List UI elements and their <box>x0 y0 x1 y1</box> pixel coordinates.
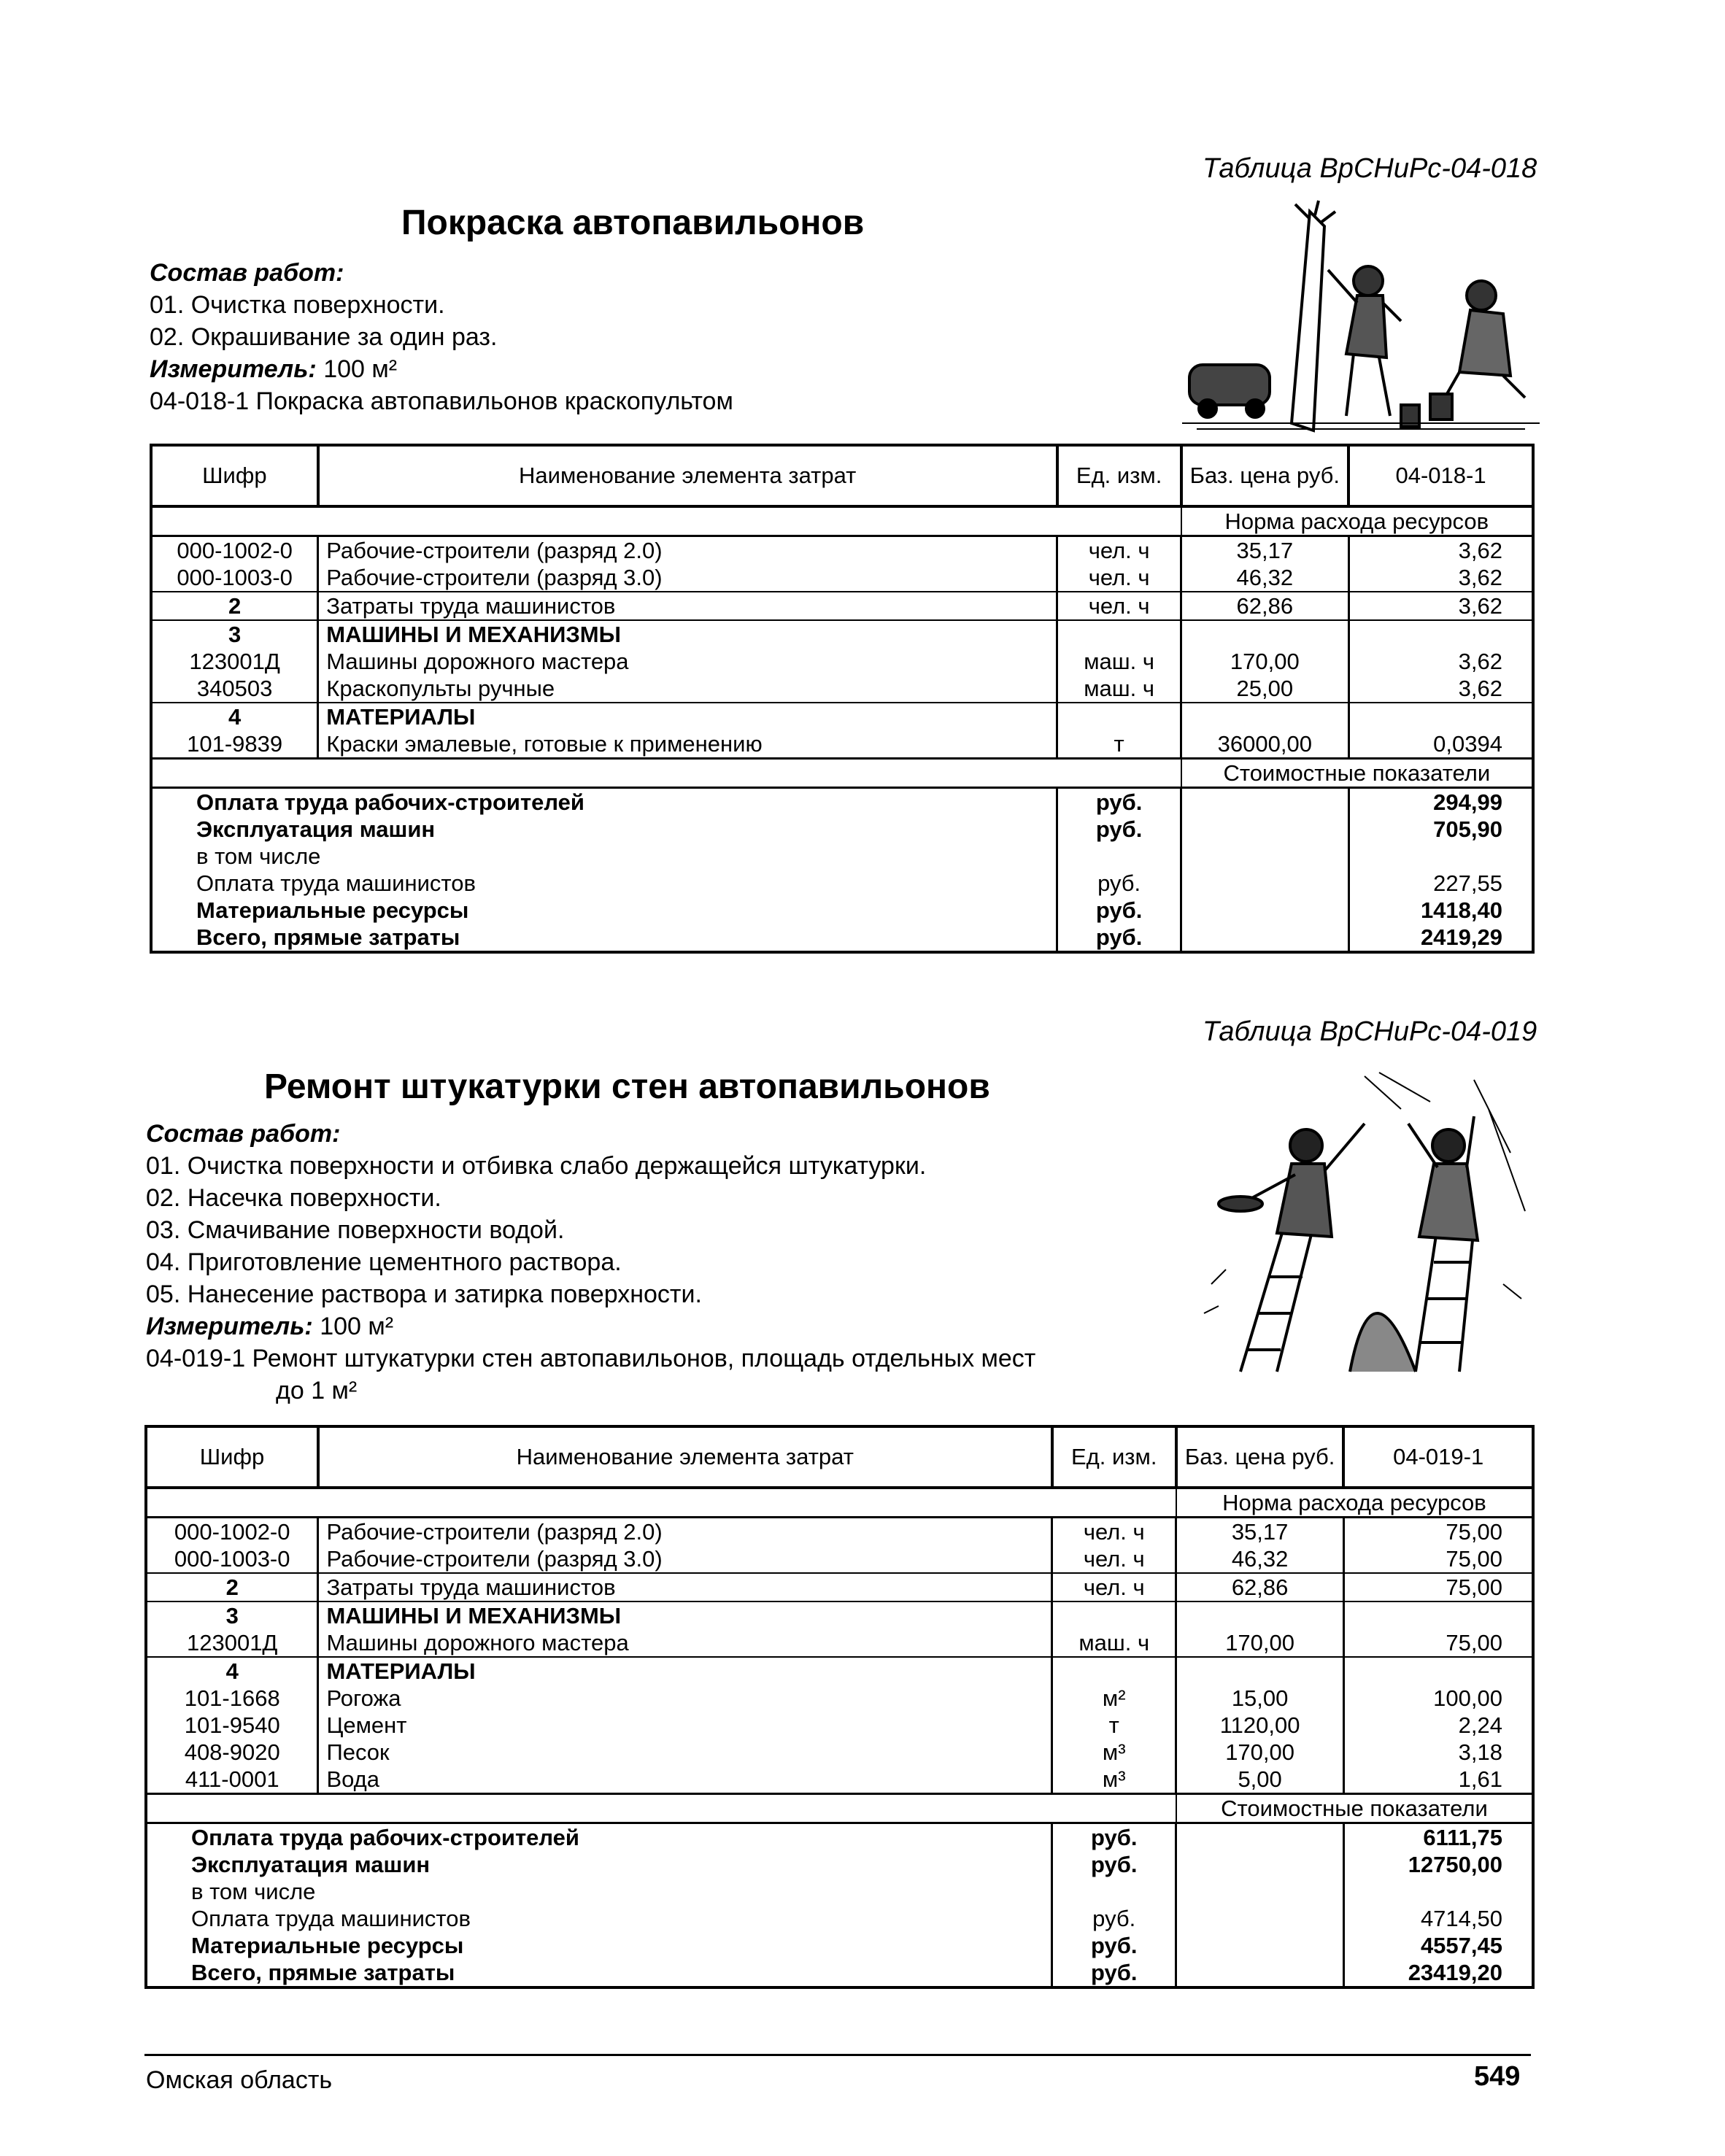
cost-unit: руб. <box>1052 1851 1176 1878</box>
row-price <box>1176 1657 1343 1685</box>
row-price: 35,17 <box>1176 1518 1343 1546</box>
table-row <box>151 592 1533 620</box>
row-code: 3 <box>146 1601 318 1629</box>
table-row <box>146 1712 1533 1739</box>
code-line: до 1 м² <box>276 1377 358 1405</box>
row-unit: чел. ч <box>1057 592 1181 620</box>
cost-value: 1418,40 <box>1348 897 1533 924</box>
row-name: Машины дорожного мастера <box>318 1629 1052 1657</box>
cost-row <box>151 788 1533 816</box>
cost-name: Оплата труда рабочих-строителей <box>146 1823 1052 1852</box>
cost-price <box>1176 1905 1343 1932</box>
cost-price <box>1176 1932 1343 1959</box>
row-code: 101-9540 <box>146 1712 318 1739</box>
section-title: Покраска автопавильонов <box>401 204 865 242</box>
cost-value: 6111,75 <box>1343 1823 1533 1852</box>
cost-value: 294,99 <box>1348 788 1533 816</box>
row-code: 2 <box>146 1573 318 1601</box>
section-row <box>151 759 1533 788</box>
composition-label: Состав работ: <box>150 259 344 287</box>
cost-unit: руб. <box>1052 1905 1176 1932</box>
row-name: Цемент <box>318 1712 1052 1739</box>
row-price: 170,00 <box>1176 1629 1343 1657</box>
cost-value: 4714,50 <box>1343 1905 1533 1932</box>
table-header-row <box>146 1426 1533 1488</box>
cost-unit <box>1057 843 1181 870</box>
row-unit <box>1057 703 1181 730</box>
cost-row <box>146 1959 1533 1987</box>
work-step: 05. Нанесение раствора и затирка поверхности. <box>146 1280 702 1308</box>
row-value: 75,00 <box>1343 1629 1533 1657</box>
row-value <box>1348 703 1533 730</box>
row-code: 000-1002-0 <box>151 536 318 565</box>
work-step: 01. Очистка поверхности и отбивка слабо держащейся штукатурки. <box>146 1152 927 1180</box>
row-name: МАТЕРИАЛЫ <box>318 703 1057 730</box>
table-row <box>151 675 1533 703</box>
row-price: 25,00 <box>1181 675 1348 703</box>
row-price: 46,32 <box>1181 564 1348 592</box>
page-number: 549 <box>1474 2061 1521 2092</box>
row-code: 123001Д <box>146 1629 318 1657</box>
row-value: 0,0394 <box>1348 730 1533 759</box>
row-unit: чел. ч <box>1057 536 1181 565</box>
work-description <box>150 257 733 417</box>
cost-name: Оплата труда рабочих-строителей <box>151 788 1057 816</box>
cost-name: Материальные ресурсы <box>151 897 1057 924</box>
row-unit <box>1052 1601 1176 1629</box>
footer-divider <box>144 2054 1531 2056</box>
cost-name: Эксплуатация машин <box>146 1851 1052 1878</box>
section-blank <box>151 759 1181 788</box>
row-unit: т <box>1052 1712 1176 1739</box>
cost-price <box>1176 1851 1343 1878</box>
work-step: 02. Окрашивание за один раз. <box>150 323 498 351</box>
section-title: Ремонт штукатурки стен автопавильонов <box>264 1067 990 1106</box>
table-row <box>151 564 1533 592</box>
cost-name: Эксплуатация машин <box>151 816 1057 843</box>
cost-row <box>151 843 1533 870</box>
row-code: 123001Д <box>151 648 318 675</box>
cost-label: Стоимостные показатели <box>1176 1794 1533 1823</box>
row-name: Машины дорожного мастера <box>318 648 1057 675</box>
table-row <box>146 1629 1533 1657</box>
row-code: 2 <box>151 592 318 620</box>
row-name: МАТЕРИАЛЫ <box>318 1657 1052 1685</box>
header-price: Баз. цена руб. <box>1176 1426 1343 1488</box>
cost-name: Материальные ресурсы <box>146 1932 1052 1959</box>
cost-value: 4557,45 <box>1343 1932 1533 1959</box>
row-name: МАШИНЫ И МЕХАНИЗМЫ <box>318 620 1057 648</box>
cost-label: Стоимостные показатели <box>1181 759 1533 788</box>
row-value: 3,62 <box>1348 675 1533 703</box>
meter-label: Измеритель: <box>150 355 317 383</box>
table-row <box>151 536 1533 565</box>
row-value: 1,61 <box>1343 1766 1533 1794</box>
meter-label: Измеритель: <box>146 1313 313 1340</box>
row-unit: м² <box>1052 1685 1176 1712</box>
row-price: 15,00 <box>1176 1685 1343 1712</box>
cost-row <box>146 1878 1533 1905</box>
table-reference: Таблица ВрСНиРс-04-019 <box>1203 1016 1537 1047</box>
code-line: 04-018-1 Покраска автопавильонов краскопультом <box>150 387 733 415</box>
cost-unit: руб. <box>1057 816 1181 843</box>
cost-row <box>146 1905 1533 1932</box>
cost-value: 705,90 <box>1348 816 1533 843</box>
cost-value: 23419,20 <box>1343 1959 1533 1987</box>
table-row <box>146 1545 1533 1573</box>
row-unit: чел. ч <box>1052 1573 1176 1601</box>
cost-price <box>1181 870 1348 897</box>
row-value: 3,62 <box>1348 536 1533 565</box>
cost-unit: руб. <box>1057 870 1181 897</box>
row-value: 100,00 <box>1343 1685 1533 1712</box>
table-header-row <box>151 445 1533 506</box>
header-unit: Ед. изм. <box>1052 1426 1176 1488</box>
row-value: 75,00 <box>1343 1545 1533 1573</box>
table-row <box>146 1766 1533 1794</box>
row-value: 2,24 <box>1343 1712 1533 1739</box>
header-name: Наименование элемента затрат <box>318 1426 1052 1488</box>
row-name: Рогожа <box>318 1685 1052 1712</box>
section-row <box>146 1488 1533 1518</box>
row-code: 408-9020 <box>146 1739 318 1766</box>
row-name: Краски эмалевые, готовые к применению <box>318 730 1057 759</box>
cost-row <box>146 1932 1533 1959</box>
meter-value: 100 м² <box>320 1313 394 1340</box>
row-value <box>1343 1601 1533 1629</box>
row-price: 46,32 <box>1176 1545 1343 1573</box>
row-code: 000-1003-0 <box>146 1545 318 1573</box>
table-row <box>151 648 1533 675</box>
row-value: 3,62 <box>1348 564 1533 592</box>
cost-value: 227,55 <box>1348 870 1533 897</box>
section-blank <box>146 1794 1176 1823</box>
row-unit: м³ <box>1052 1739 1176 1766</box>
row-code: 4 <box>146 1657 318 1685</box>
cost-row <box>151 924 1533 952</box>
row-price: 170,00 <box>1176 1739 1343 1766</box>
table-row <box>146 1657 1533 1685</box>
cost-name: Всего, прямые затраты <box>146 1959 1052 1987</box>
composition-label: Состав работ: <box>146 1120 341 1148</box>
resource-table <box>144 1425 1535 1989</box>
row-unit: м³ <box>1052 1766 1176 1794</box>
footer-region: Омская область <box>146 2066 333 2094</box>
cost-price <box>1176 1878 1343 1905</box>
table-row <box>146 1601 1533 1629</box>
cost-unit: руб. <box>1057 788 1181 816</box>
row-name: Рабочие-строители (разряд 3.0) <box>318 564 1057 592</box>
row-code: 000-1002-0 <box>146 1518 318 1546</box>
cost-row <box>146 1851 1533 1878</box>
row-unit: маш. ч <box>1057 648 1181 675</box>
row-value: 3,18 <box>1343 1739 1533 1766</box>
row-code: 340503 <box>151 675 318 703</box>
row-name: Вода <box>318 1766 1052 1794</box>
cost-name: в том числе <box>151 843 1057 870</box>
row-name: Рабочие-строители (разряд 3.0) <box>318 1545 1052 1573</box>
row-price <box>1176 1601 1343 1629</box>
cost-value: 12750,00 <box>1343 1851 1533 1878</box>
cost-name: Всего, прямые затраты <box>151 924 1057 952</box>
header-norm-code: 04-018-1 <box>1348 445 1533 506</box>
row-value: 3,62 <box>1348 592 1533 620</box>
table-row <box>151 620 1533 648</box>
row-code: 411-0001 <box>146 1766 318 1794</box>
row-unit: т <box>1057 730 1181 759</box>
cost-row <box>151 816 1533 843</box>
row-unit <box>1057 620 1181 648</box>
header-code: Шифр <box>146 1426 318 1488</box>
cost-price <box>1181 788 1348 816</box>
table-row <box>146 1518 1533 1546</box>
cost-name: Оплата труда машинистов <box>146 1905 1052 1932</box>
row-price: 62,86 <box>1176 1573 1343 1601</box>
row-unit: чел. ч <box>1052 1518 1176 1546</box>
cost-price <box>1176 1959 1343 1987</box>
row-unit: маш. ч <box>1052 1629 1176 1657</box>
row-price: 5,00 <box>1176 1766 1343 1794</box>
row-value <box>1348 620 1533 648</box>
row-code: 101-9839 <box>151 730 318 759</box>
row-price: 1120,00 <box>1176 1712 1343 1739</box>
row-price: 36000,00 <box>1181 730 1348 759</box>
cost-price <box>1181 843 1348 870</box>
row-code: 000-1003-0 <box>151 564 318 592</box>
row-name: Рабочие-строители (разряд 2.0) <box>318 1518 1052 1546</box>
cost-price <box>1181 897 1348 924</box>
row-price <box>1181 703 1348 730</box>
row-unit: маш. ч <box>1057 675 1181 703</box>
cost-value: 2419,29 <box>1348 924 1533 952</box>
work-step: 03. Смачивание поверхности водой. <box>146 1216 565 1244</box>
row-code: 101-1668 <box>146 1685 318 1712</box>
work-step: 04. Приготовление цементного раствора. <box>146 1248 622 1276</box>
row-name: Затраты труда машинистов <box>318 592 1057 620</box>
header-unit: Ед. изм. <box>1057 445 1181 506</box>
row-code: 4 <box>151 703 318 730</box>
header-code: Шифр <box>151 445 318 506</box>
row-value: 75,00 <box>1343 1518 1533 1546</box>
row-unit <box>1052 1657 1176 1685</box>
header-name: Наименование элемента затрат <box>318 445 1057 506</box>
row-value: 3,62 <box>1348 648 1533 675</box>
meter-value: 100 м² <box>323 355 398 383</box>
row-name: Затраты труда машинистов <box>318 1573 1052 1601</box>
row-name: Рабочие-строители (разряд 2.0) <box>318 536 1057 565</box>
resource-table <box>150 444 1535 954</box>
cost-unit: руб. <box>1052 1959 1176 1987</box>
section-row <box>146 1794 1533 1823</box>
cost-row <box>151 897 1533 924</box>
work-description <box>146 1118 1035 1407</box>
plasterers-illustration <box>1197 1065 1532 1379</box>
row-price: 62,86 <box>1181 592 1348 620</box>
section-blank <box>146 1488 1176 1518</box>
cost-value <box>1348 843 1533 870</box>
painters-illustration <box>1182 197 1540 438</box>
cost-name: в том числе <box>146 1878 1052 1905</box>
row-name: Краскопульты ручные <box>318 675 1057 703</box>
cost-row <box>151 870 1533 897</box>
table-row <box>151 703 1533 730</box>
row-code: 3 <box>151 620 318 648</box>
row-price <box>1181 620 1348 648</box>
cost-unit <box>1052 1878 1176 1905</box>
norm-label: Норма расхода ресурсов <box>1181 506 1533 536</box>
section-blank <box>151 506 1181 536</box>
table-reference: Таблица ВрСНиРс-04-018 <box>1203 153 1537 184</box>
row-name: МАШИНЫ И МЕХАНИЗМЫ <box>318 1601 1052 1629</box>
table-row <box>151 730 1533 759</box>
cost-unit: руб. <box>1052 1932 1176 1959</box>
work-step: 01. Очистка поверхности. <box>150 291 445 319</box>
code-line: 04-019-1 Ремонт штукатурки стен автопавильонов, площадь отдельных мест <box>146 1345 1036 1372</box>
header-norm-code: 04-019-1 <box>1343 1426 1533 1488</box>
table-row <box>146 1739 1533 1766</box>
row-unit: чел. ч <box>1052 1545 1176 1573</box>
norm-label: Норма расхода ресурсов <box>1176 1488 1533 1518</box>
work-step: 02. Насечка поверхности. <box>146 1184 441 1212</box>
header-price: Баз. цена руб. <box>1181 445 1348 506</box>
cost-value <box>1343 1878 1533 1905</box>
cost-unit: руб. <box>1057 897 1181 924</box>
row-value: 75,00 <box>1343 1573 1533 1601</box>
table-row <box>146 1573 1533 1601</box>
cost-unit: руб. <box>1052 1823 1176 1852</box>
table-row <box>146 1685 1533 1712</box>
row-price: 170,00 <box>1181 648 1348 675</box>
cost-unit: руб. <box>1057 924 1181 952</box>
cost-price <box>1176 1823 1343 1852</box>
row-price: 35,17 <box>1181 536 1348 565</box>
row-unit: чел. ч <box>1057 564 1181 592</box>
section-row <box>151 506 1533 536</box>
cost-name: Оплата труда машинистов <box>151 870 1057 897</box>
cost-price <box>1181 816 1348 843</box>
cost-price <box>1181 924 1348 952</box>
row-value <box>1343 1657 1533 1685</box>
row-name: Песок <box>318 1739 1052 1766</box>
cost-row <box>146 1823 1533 1852</box>
